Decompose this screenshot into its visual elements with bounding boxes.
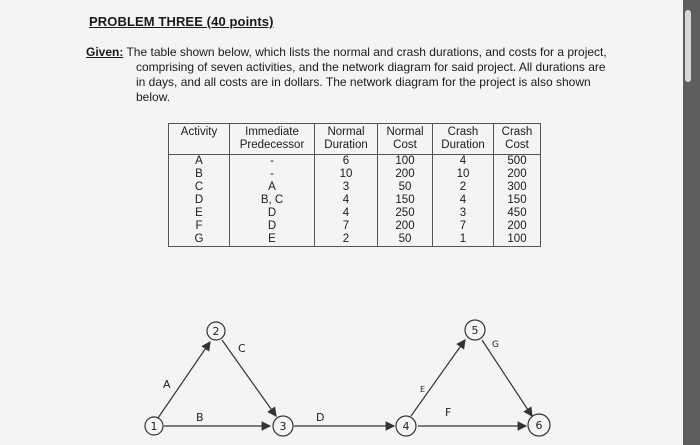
edge-label-e: E xyxy=(420,385,426,394)
given-paragraph xyxy=(86,45,616,105)
cell-crash-duration: 4 xyxy=(433,194,494,207)
problem-heading: PROBLEM THREE (40 points) xyxy=(89,14,274,29)
header-crash-cost: Crash Cost xyxy=(494,124,541,155)
cell-predecessor: D xyxy=(230,220,315,233)
cell-crash-cost: 300 xyxy=(494,181,541,194)
cell-activity: G xyxy=(169,233,230,247)
cell-normal-cost: 200 xyxy=(378,168,433,181)
cell-normal-duration: 4 xyxy=(315,194,378,207)
node-2 xyxy=(207,322,225,340)
header-normal-cost: Normal Cost xyxy=(378,124,433,155)
cell-normal-duration: 3 xyxy=(315,181,378,194)
cell-crash-duration: 7 xyxy=(433,220,494,233)
cell-crash-cost: 200 xyxy=(494,168,541,181)
header-predecessor: Immediate Predecessor xyxy=(230,124,315,155)
header-activity: Activity xyxy=(169,124,230,155)
cell-predecessor: - xyxy=(230,168,315,181)
network-diagram xyxy=(0,300,683,445)
cell-crash-cost: 100 xyxy=(494,233,541,247)
cell-predecessor: D xyxy=(230,207,315,220)
svg-text:3: 3 xyxy=(279,420,287,433)
cell-normal-cost: 200 xyxy=(378,220,433,233)
cell-crash-duration: 4 xyxy=(433,155,494,169)
table-row xyxy=(169,207,541,220)
edge-label-c: C xyxy=(238,342,246,355)
cell-predecessor: - xyxy=(230,155,315,169)
cell-activity: D xyxy=(169,194,230,207)
cell-crash-cost: 150 xyxy=(494,194,541,207)
cell-normal-cost: 50 xyxy=(378,181,433,194)
cell-activity: C xyxy=(169,181,230,194)
node-6 xyxy=(528,414,550,436)
cell-activity: B xyxy=(169,168,230,181)
table-header-row xyxy=(169,124,541,155)
cell-normal-duration: 2 xyxy=(315,233,378,247)
cell-normal-cost: 100 xyxy=(378,155,433,169)
edge-e xyxy=(411,340,465,416)
svg-text:5: 5 xyxy=(471,324,479,337)
svg-text:1: 1 xyxy=(150,420,158,433)
cell-crash-duration: 3 xyxy=(433,207,494,220)
given-text: The table shown below, which lists the normal and crash durations, and costs for a project, comprising of seven activities, and the network diagram for said project. All durations are in days, and all costs are in dollars. The network diagram for the project is also shown below. xyxy=(126,45,607,104)
node-4 xyxy=(396,416,416,436)
cell-crash-duration: 1 xyxy=(433,233,494,247)
edge-c xyxy=(222,340,276,416)
table-row xyxy=(169,194,541,207)
svg-text:6: 6 xyxy=(535,419,543,432)
edge-label-d: D xyxy=(316,411,325,424)
table-row xyxy=(169,155,541,169)
cell-predecessor: B, C xyxy=(230,194,315,207)
cell-predecessor: A xyxy=(230,181,315,194)
cell-crash-cost: 200 xyxy=(494,220,541,233)
given-label: Given: xyxy=(86,45,124,59)
cell-activity: E xyxy=(169,207,230,220)
header-normal-duration: Normal Duration xyxy=(315,124,378,155)
edge-g xyxy=(482,340,532,416)
edge-label-g: G xyxy=(492,340,499,350)
cell-normal-duration: 4 xyxy=(315,207,378,220)
cell-normal-cost: 150 xyxy=(378,194,433,207)
edge-label-b: B xyxy=(196,411,204,424)
table-row xyxy=(169,168,541,181)
cell-crash-cost: 450 xyxy=(494,207,541,220)
svg-text:4: 4 xyxy=(402,420,410,433)
node-3 xyxy=(273,416,293,436)
cell-activity: A xyxy=(169,155,230,169)
node-5 xyxy=(465,320,485,340)
cell-predecessor: E xyxy=(230,233,315,247)
header-crash-duration: Crash Duration xyxy=(433,124,494,155)
cell-normal-duration: 6 xyxy=(315,155,378,169)
edge-label-f: F xyxy=(445,406,452,419)
edge-label-a: A xyxy=(163,378,171,391)
node-1 xyxy=(145,417,163,435)
cell-crash-duration: 10 xyxy=(433,168,494,181)
table-row xyxy=(169,181,541,194)
cell-normal-duration: 7 xyxy=(315,220,378,233)
table-row xyxy=(169,233,541,247)
cell-normal-cost: 50 xyxy=(378,233,433,247)
cell-activity: F xyxy=(169,220,230,233)
cell-normal-duration: 10 xyxy=(315,168,378,181)
svg-text:2: 2 xyxy=(212,325,220,338)
cell-crash-duration: 2 xyxy=(433,181,494,194)
table-row xyxy=(169,220,541,233)
activity-table xyxy=(168,123,541,247)
scrollbar[interactable] xyxy=(685,10,691,82)
cell-normal-cost: 250 xyxy=(378,207,433,220)
cell-crash-cost: 500 xyxy=(494,155,541,169)
